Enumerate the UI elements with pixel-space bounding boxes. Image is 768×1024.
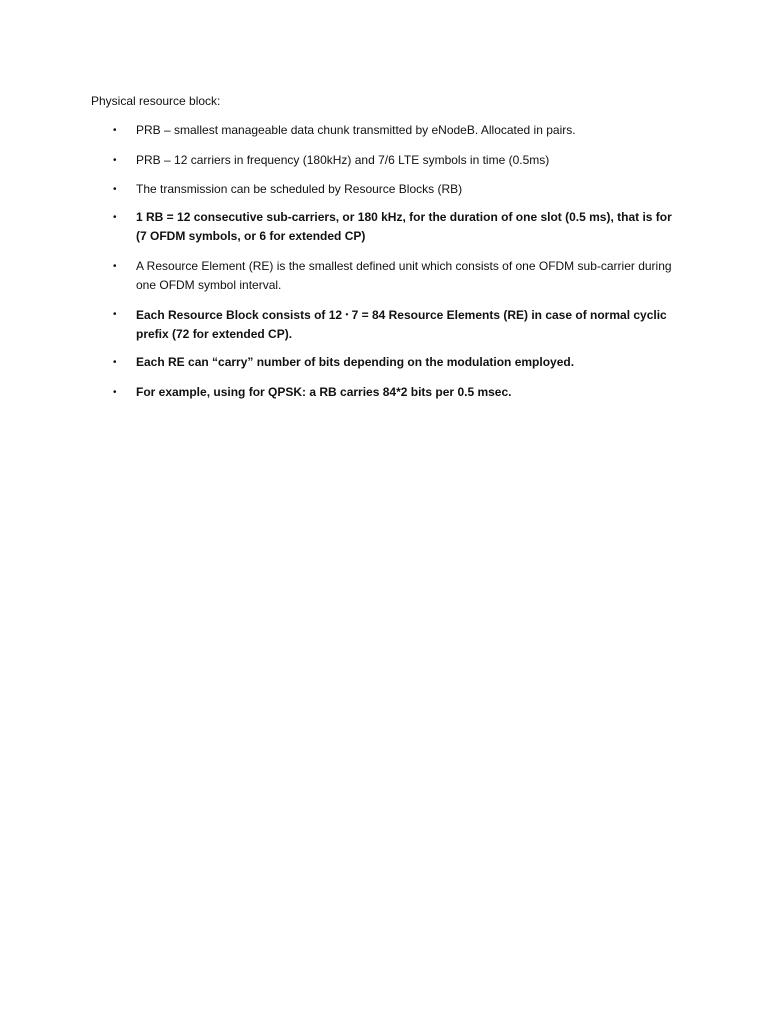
bullet-dot: • [113, 212, 117, 223]
multiplication-dot: • [345, 310, 349, 319]
list-item-text: Each RE can “carry” number of bits depending on the modulation employed. [136, 355, 575, 369]
bullet-dot: • [113, 357, 117, 368]
list-item-text: 1 RB = 12 consecutive sub-carriers, or 180 kHz, for the duration of one slot (0.5 ms), that is for (7 OFDM symbols, or 6 for extended CP) [136, 210, 672, 243]
list-item-text: The transmission can be scheduled by Resource Blocks (RB) [136, 182, 463, 196]
list-item-text [136, 305, 676, 344]
section-heading: Physical resource block: [91, 94, 221, 108]
bullet-dot: • [113, 184, 117, 195]
bullet-dot: • [113, 387, 117, 398]
bullet-dot: • [113, 155, 117, 166]
bullet-dot: • [113, 309, 117, 320]
list-item-text: PRB – 12 carriers in frequency (180kHz) and 7/6 LTE symbols in time (0.5ms) [136, 153, 550, 167]
list-item-text-part: 7 = 84 Resource Elements (RE) in case of normal cyclic prefix (72 for extended CP). [136, 308, 667, 341]
list-item-text: PRB – smallest manageable data chunk transmitted by eNodeB. Allocated in pairs. [136, 123, 576, 137]
list-item-text: For example, using for QPSK: a RB carries 84*2 bits per 0.5 msec. [136, 385, 512, 399]
bullet-dot: • [113, 261, 117, 272]
list-item-text: A Resource Element (RE) is the smallest defined unit which consists of one OFDM sub-carrier during one OFDM symbol interval. [136, 259, 672, 292]
bullet-dot: • [113, 125, 117, 136]
list-item-text-part: Each Resource Block consists of 12 [136, 308, 343, 322]
